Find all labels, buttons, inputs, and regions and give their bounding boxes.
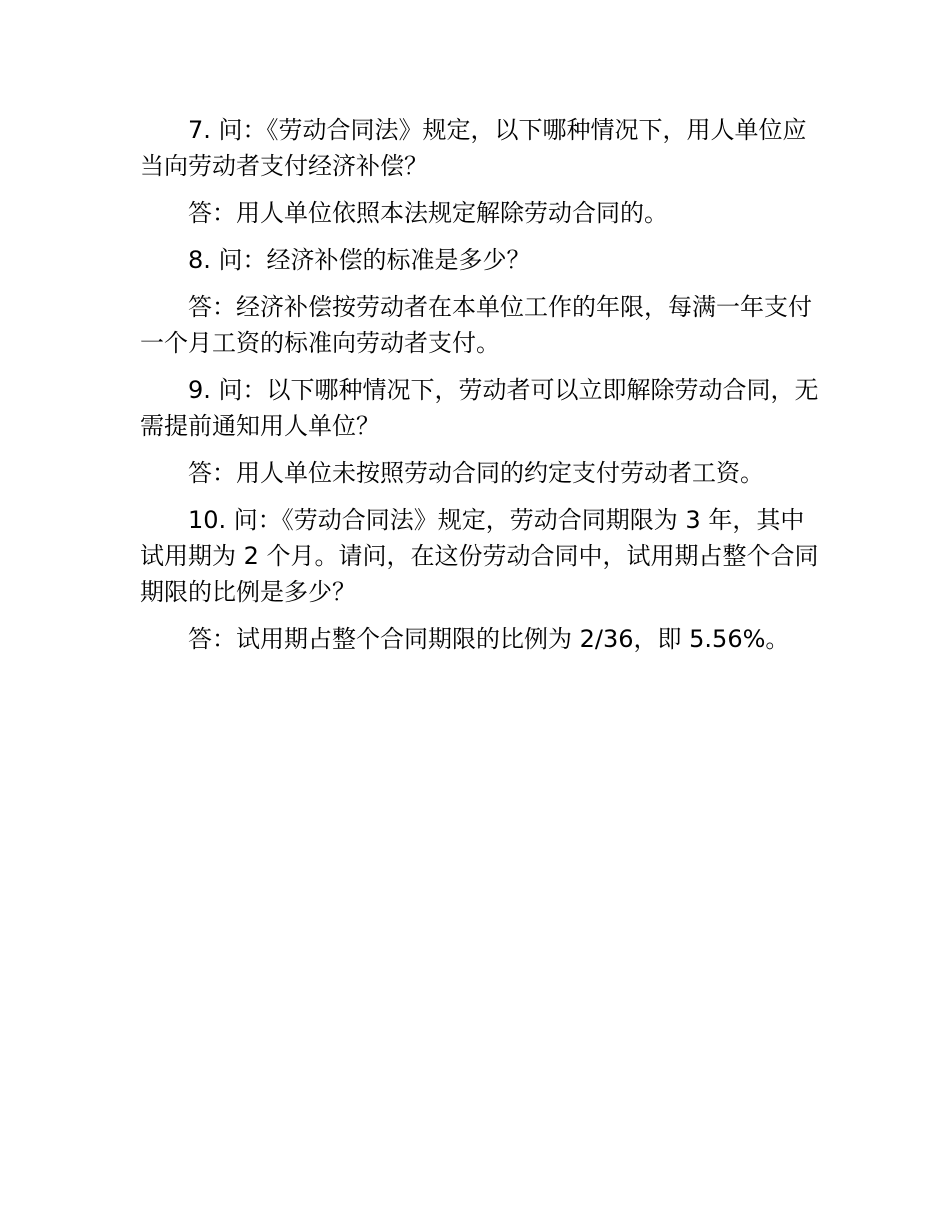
question-10: 10. 问：《劳动合同法》规定，劳动合同期限为 3 年，其中试用期为 2 个月。请问，在这份劳动合同中，试用期占整个合同期限的比例是多少？ [140,506,819,606]
question-8: 8. 问：经济补偿的标准是多少？ [188,246,531,274]
answer-7: 答：用人单位依照本法规定解除劳动合同的。 [188,199,668,227]
question-9: 9. 问：以下哪种情况下，劳动者可以立即解除劳动合同，无需提前通知用人单位？ [140,376,819,440]
answer-10: 答：试用期占整个合同期限的比例为 2/36，即 5.56%。 [188,625,790,653]
document-page [140,112,820,668]
answer-9: 答：用人单位未按照劳动合同的约定支付劳动者工资。 [188,459,764,487]
question-7: 7. 问：《劳动合同法》规定，以下哪种情况下，用人单位应当向劳动者支付经济补偿？ [140,116,807,180]
answer-8: 答：经济补偿按劳动者在本单位工作的年限，每满一年支付一个月工资的标准向劳动者支付。 [140,293,812,357]
